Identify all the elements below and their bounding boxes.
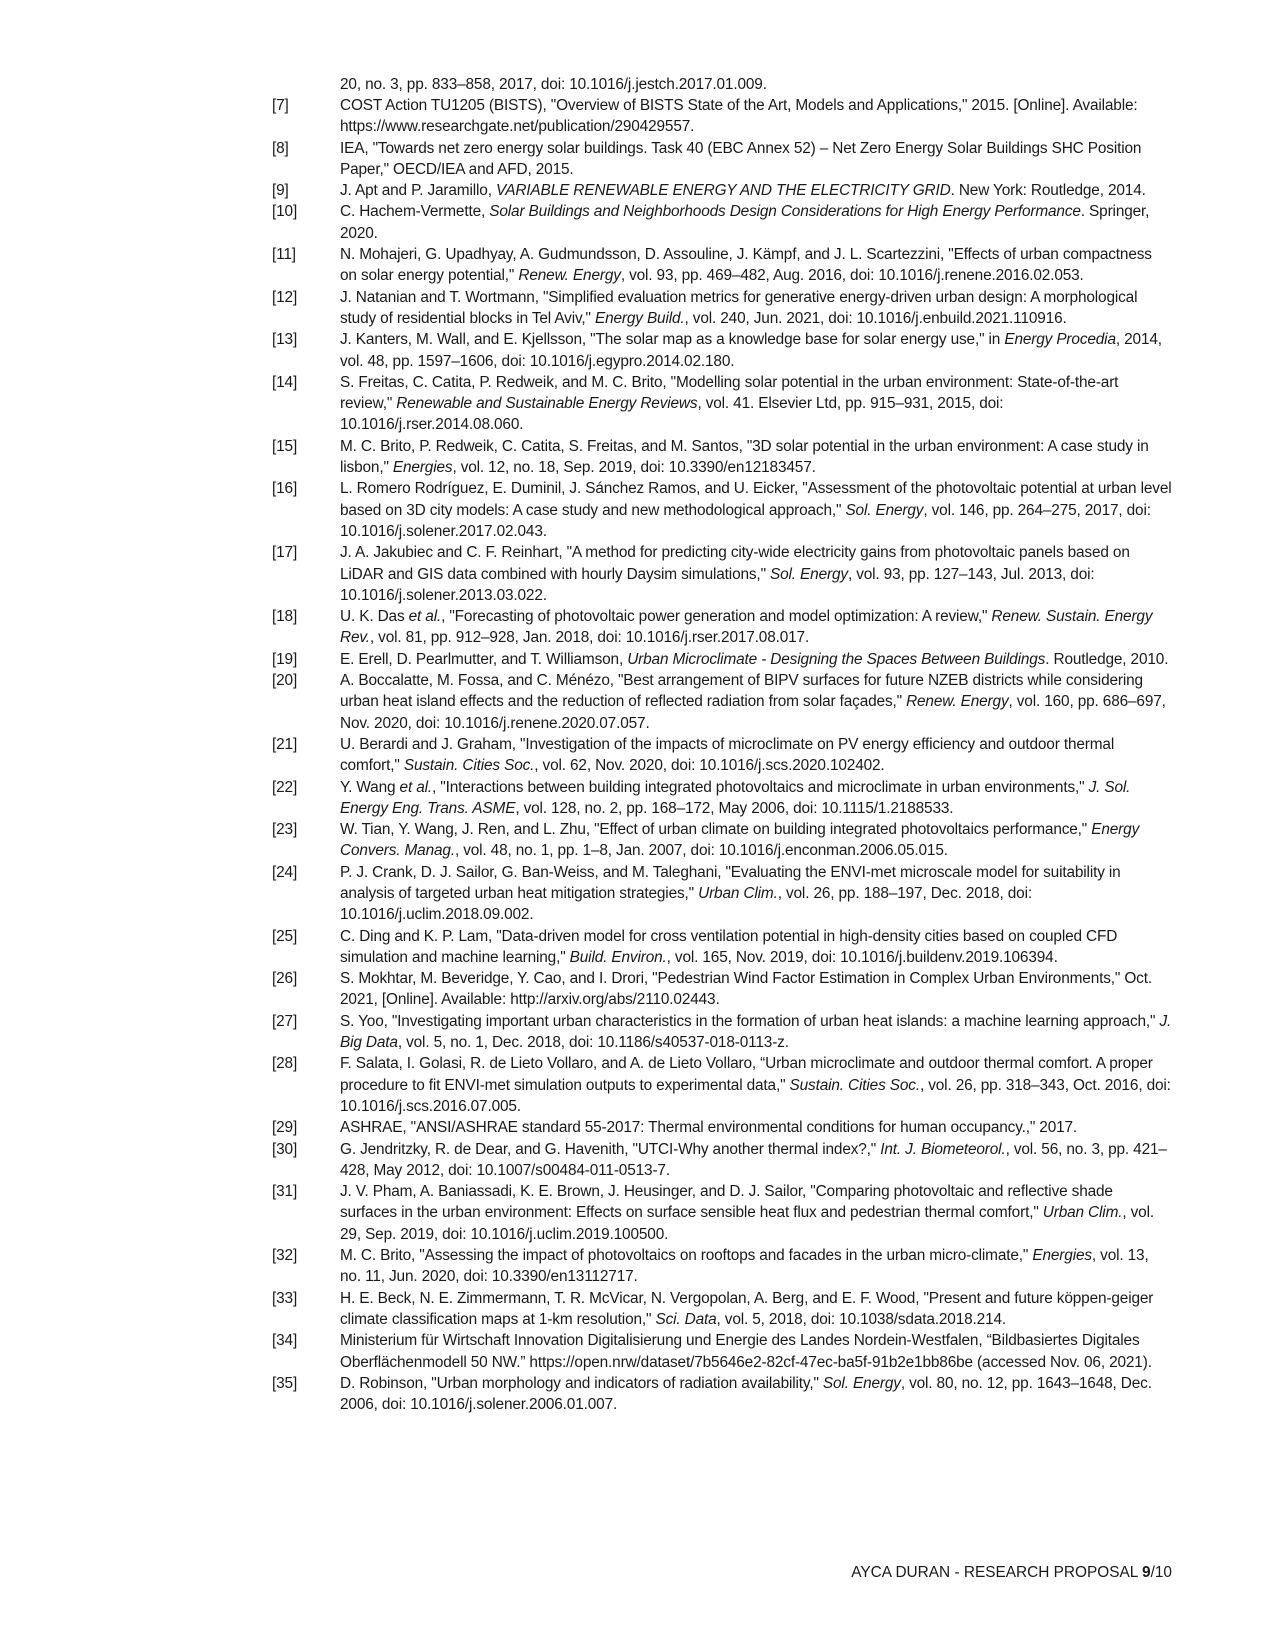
reference-text: [340, 862, 1172, 926]
reference-text: [340, 1245, 1172, 1288]
reference-text: [340, 1373, 1172, 1416]
reference-italic-title: Energy Convers. Manag.: [340, 821, 1140, 860]
reference-italic-title: Energies: [392, 459, 453, 477]
reference-text: [340, 1330, 1172, 1373]
reference-text-segment: , vol. 165, Nov. 2019, doi: 10.1016/j.buildenv.2019.106394.: [666, 948, 1058, 966]
reference-number: [30]: [272, 1140, 298, 1158]
reference-number: [24]: [272, 863, 298, 881]
reference-text-segment: J. Kanters, M. Wall, and E. Kjellsson, "The solar map as a knowledge base for solar energy use," in: [340, 331, 1005, 349]
reference-text-segment: N. Mohajeri, G. Upadhyay, A. Gudmundsson, D. Assouline, J. Kämpf, and J. L. Scartezzini, "Effects of urban compactness on solar energy potential,": [340, 246, 1152, 285]
reference-entry: [272, 926, 1172, 969]
reference-text-segment: G. Jendritzky, R. de Dear, and G. Havenith, "UTCI-Why another thermal index?,": [340, 1140, 881, 1158]
reference-text-segment: , vol. 93, pp. 469–482, Aug. 2016, doi: 10.1016/j.renene.2016.02.053.: [620, 267, 1084, 285]
reference-number: [26]: [272, 970, 298, 988]
reference-number: [11]: [272, 246, 296, 264]
reference-text-segment: , vol. 81, pp. 912–928, Jan. 2018, doi: 10.1016/j.rser.2017.08.017.: [369, 629, 810, 647]
reference-text-segment: COST Action TU1205 (BISTS), "Overview of BISTS State of the Art, Models and Applications," 2015. [Online]. Available: https://www.researchgate.net/publication/290429557.: [340, 97, 1138, 136]
reference-italic-title: Solar Buildings and Neighborhoods Design Considerations for High Energy Performance: [489, 203, 1081, 221]
reference-text: [340, 478, 1172, 542]
reference-entry: [272, 777, 1172, 820]
reference-italic-title: Sol. Energy: [845, 501, 924, 519]
reference-entry: [272, 649, 1172, 670]
reference-italic-title: Sustain. Cities Soc.: [403, 757, 535, 775]
reference-entry: [272, 1117, 1172, 1138]
reference-text-segment: , vol. 128, no. 2, pp. 168–172, May 2006, doi: 10.1115/1.2188533.: [515, 799, 954, 817]
reference-text-segment: C. Hachem-Vermette,: [340, 203, 490, 221]
reference-italic-title: Urban Microclimate - Designing the Spaces Between Buildings: [627, 650, 1046, 668]
reference-number: [14]: [272, 373, 298, 391]
reference-number: [7]: [272, 97, 289, 114]
reference-entry: [272, 606, 1172, 649]
reference-text: [340, 734, 1172, 777]
page-footer: [851, 1564, 1172, 1582]
footer-page-total: /10: [1150, 1564, 1172, 1581]
reference-italic-title: Energies: [1032, 1247, 1092, 1265]
reference-text-segment: D. Robinson, "Urban morphology and indicators of radiation availability,": [340, 1374, 823, 1392]
reference-text: [340, 670, 1172, 734]
reference-text-segment: L. Romero Rodríguez, E. Duminil, J. Sánchez Ramos, and U. Eicker, "Assessment of the photovoltaic potential at urban level based on 3D city models: A case study and new methodological approach,": [340, 480, 1172, 519]
reference-text-segment: P. J. Crank, D. J. Sailor, G. Ban-Weiss, and M. Taleghani, "Evaluating the ENVI-met microscale model for suitability in analysis of targeted urban heat mitigation strategies,": [340, 863, 1121, 902]
reference-text-segment: M. C. Brito, "Assessing the impact of photovoltaics on rooftops and facades in the urban micro-climate,": [340, 1247, 1033, 1265]
reference-text-segment: U. K. Das: [340, 608, 409, 626]
reference-italic-title: Energy Procedia: [1004, 331, 1116, 349]
reference-text-segment: Ministerium für Wirtschaft Innovation Digitalisierung und Energie des Landes Nordein-Westfalen, “Bildbasiertes Digitales Oberflächenmodell 50 NW.” https://open.nrw/dataset/7b5646e2-82cf-47ec-ba5f-91b2e1bb86be (accessed Nov. 06, 2021).: [340, 1332, 1152, 1371]
reference-number: [32]: [272, 1247, 298, 1265]
reference-entry: [272, 1245, 1172, 1288]
reference-entry: [272, 1288, 1172, 1331]
reference-entry: [272, 201, 1172, 244]
reference-number: [25]: [272, 927, 298, 945]
reference-number: [23]: [272, 821, 298, 839]
reference-entry: [272, 478, 1172, 542]
reference-text-segment: U. Berardi and J. Graham, "Investigation of the impacts of microclimate on PV energy efficiency and outdoor thermal comfort,": [340, 735, 1115, 775]
reference-text-segment: , vol. 62, Nov. 2020, doi: 10.1016/j.scs.2020.102402.: [534, 757, 885, 775]
reference-number: [16]: [272, 480, 298, 498]
reference-text: [340, 1181, 1172, 1245]
reference-text-segment: , vol. 56, no. 3, pp. 421–428, May 2012, doi: 10.1007/s00484-011-0513-7.: [340, 1140, 1167, 1179]
reference-italic-title: VARIABLE RENEWABLE ENERGY AND THE ELECTRICITY GRID: [495, 182, 951, 200]
reference-entry: [272, 372, 1172, 436]
reference-text: [340, 329, 1172, 372]
reference-text: [340, 244, 1172, 287]
reference-text-segment: W. Tian, Y. Wang, J. Ren, and L. Zhu, "Effect of urban climate on building integrated photovoltaics performance,": [340, 821, 1092, 839]
reference-number: [27]: [272, 1012, 298, 1030]
reference-text-segment: , vol. 5, no. 1, Dec. 2018, doi: 10.1186/s40537-018-0113-z.: [397, 1034, 789, 1052]
reference-entry: [272, 436, 1172, 479]
reference-entry: [272, 862, 1172, 926]
reference-entry: [272, 819, 1172, 862]
reference-entry: [272, 95, 1172, 138]
reference-text-segment: , vol. 26, pp. 188–197, Dec. 2018, doi: 10.1016/j.uclim.2018.09.002.: [340, 884, 1032, 924]
reference-number: [12]: [272, 288, 298, 306]
reference-entry: [272, 244, 1172, 287]
reference-text-segment: Y. Wang: [340, 778, 400, 796]
reference-text: [340, 1139, 1172, 1182]
reference-text-segment: S. Freitas, C. Catita, P. Redweik, and M. C. Brito, "Modelling solar potential in the urban environment: State-of-the-art review,": [340, 373, 1119, 413]
reference-text: [340, 201, 1172, 244]
reference-text-segment: . Springer, 2020.: [340, 203, 1150, 242]
reference-number: [8]: [272, 139, 289, 157]
reference-text: [340, 287, 1172, 330]
reference-entry: [272, 1181, 1172, 1245]
reference-text-segment: , vol. 146, pp. 264–275, 2017, doi: 10.1016/j.solener.2017.02.043.: [340, 501, 1151, 540]
reference-text-segment: IEA, "Towards net zero energy solar buildings. Task 40 (EBC Annex 52) – Net Zero Energy Solar Buildings SHC Position Paper," OECD/IEA and AFD, 2015.: [340, 139, 1142, 178]
reference-text-segment: A. Boccalatte, M. Fossa, and C. Ménézo, "Best arrangement of BIPV surfaces for future NZEB districts while considering urban heat island effects and the reduction of reflected radiation from solar façades,": [340, 672, 1143, 711]
reference-text-segment: J. Natanian and T. Wortmann, "Simplified evaluation metrics for generative energy-driven urban design: A morphological study of residential blocks in Tel Aviv,": [340, 288, 1138, 327]
footer-page-number: 9: [1142, 1564, 1151, 1581]
reference-list: [272, 95, 1172, 1415]
reference-text: [340, 649, 1172, 670]
reference-text: [340, 138, 1172, 181]
reference-entry: [272, 329, 1172, 372]
reference-text-segment: S. Yoo, "Investigating important urban characteristics in the formation of urban heat islands: a machine learning approach,": [340, 1012, 1160, 1030]
reference-italic-title: Sol. Energy: [770, 565, 848, 583]
reference-entry: [272, 1330, 1172, 1373]
reference-text: [340, 1117, 1172, 1138]
reference-text: [340, 180, 1172, 201]
reference-text-segment: , vol. 5, 2018, doi: 10.1038/sdata.2018.214.: [716, 1310, 1007, 1328]
reference-text-segment: J. A. Jakubiec and C. F. Reinhart, "A method for predicting city-wide electricity gains from photovoltaic panels based on LiDAR and GIS data combined with hourly Daysim simulations,": [340, 544, 1130, 583]
reference-text-segment: , vol. 160, pp. 686–697, Nov. 2020, doi: 10.1016/j.renene.2020.07.057.: [340, 693, 1166, 732]
reference-number: [13]: [272, 331, 298, 349]
reference-italic-title: Sol. Energy: [822, 1374, 901, 1392]
reference-text-segment: , vol. 13, no. 11, Jun. 2020, doi: 10.3390/en13112717.: [340, 1247, 1149, 1286]
reference-text: [340, 777, 1172, 820]
reference-italic-title: Urban Clim.: [698, 884, 778, 902]
reference-text-segment: , vol. 93, pp. 127–143, Jul. 2013, doi: 10.1016/j.solener.2013.03.022.: [340, 565, 1095, 604]
reference-text-segment: , "Interactions between building integrated photovoltaics and microclimate in urban environments,": [432, 778, 1089, 796]
reference-entry: [272, 1373, 1172, 1416]
reference-entry: [272, 1011, 1172, 1054]
reference-entry: [272, 1139, 1172, 1182]
reference-number: [20]: [272, 672, 298, 690]
reference-text-segment: , vol. 41. Elsevier Ltd, pp. 915–931, 2015, doi: 10.1016/j.rser.2014.08.060.: [340, 395, 1004, 434]
reference-continuation: 20, no. 3, pp. 833–858, 2017, doi: 10.1016/j.jestch.2017.01.009.: [340, 76, 767, 93]
reference-text-segment: , 2014, vol. 48, pp. 1597–1606, doi: 10.1016/j.egypro.2014.02.180.: [340, 331, 1162, 370]
reference-number: [19]: [272, 650, 298, 668]
reference-italic-title: Renewable and Sustainable Energy Reviews: [396, 395, 698, 413]
reference-text-segment: C. Ding and K. P. Lam, "Data-driven model for cross ventilation potential in high-density cities based on coupled CFD simulation and machine learning,": [340, 927, 1118, 966]
reference-text: [340, 606, 1172, 649]
reference-number: [33]: [272, 1289, 298, 1307]
reference-italic-title: J. Big Data: [340, 1012, 1172, 1052]
reference-text-segment: , vol. 48, no. 1, pp. 1–8, Jan. 2007, doi: 10.1016/j.enconman.2006.05.015.: [454, 842, 948, 860]
reference-text-segment: , "Forecasting of photovoltaic power generation and model optimization: A review,": [441, 608, 992, 626]
reference-text-segment: , vol. 80, no. 12, pp. 1643–1648, Dec. 2006, doi: 10.1016/j.solener.2006.01.007.: [340, 1374, 1152, 1414]
reference-number: [9]: [272, 182, 289, 200]
reference-italic-title: Build. Environ.: [569, 948, 667, 966]
reference-text-segment: , vol. 12, no. 18, Sep. 2019, doi: 10.3390/en12183457.: [452, 459, 816, 477]
reference-italic-title: Renew. Energy: [518, 267, 621, 285]
reference-text: [340, 968, 1172, 1011]
reference-text-segment: , vol. 29, Sep. 2019, doi: 10.1016/j.uclim.2019.100500.: [340, 1204, 1154, 1243]
reference-italic-title: Int. J. Biometeorol.: [880, 1140, 1006, 1158]
reference-italic-title: J. Sol. Energy Eng. Trans. ASME: [340, 778, 1131, 817]
reference-entry: [272, 542, 1172, 606]
reference-italic-title: Renew. Sustain. Energy Rev.: [340, 608, 1153, 647]
reference-number: [17]: [272, 544, 298, 562]
reference-entry: [272, 734, 1172, 777]
reference-italic-title: et al.: [408, 608, 442, 626]
reference-text-segment: H. E. Beck, N. E. Zimmermann, T. R. McVicar, N. Vergopolan, A. Berg, and E. F. Wood, "Present and future köppen-geiger climate classification maps at 1-km resolution,": [340, 1289, 1154, 1328]
reference-text: [340, 95, 1172, 138]
reference-text-segment: , vol. 26, pp. 318–343, Oct. 2016, doi: 10.1016/j.scs.2016.07.005.: [340, 1076, 1171, 1115]
reference-number: [21]: [272, 735, 298, 753]
reference-text-segment: J. Apt and P. Jaramillo,: [340, 182, 496, 200]
reference-text-segment: , vol. 240, Jun. 2021, doi: 10.1016/j.enbuild.2021.110916.: [684, 309, 1067, 327]
reference-text-segment: S. Mokhtar, M. Beveridge, Y. Cao, and I. Drori, "Pedestrian Wind Factor Estimation in Complex Urban Environments," Oct. 2021, [Online]. Available: http://arxiv.org/abs/2110.02443.: [340, 970, 1152, 1009]
reference-entry: [272, 1053, 1172, 1117]
reference-italic-title: et al.: [399, 778, 433, 796]
reference-text-segment: . New York: Routledge, 2014.: [950, 182, 1146, 200]
reference-italic-title: Urban Clim.: [1042, 1204, 1123, 1222]
reference-text: [340, 372, 1172, 436]
reference-italic-title: Energy Build.: [594, 309, 685, 327]
reference-entry: [272, 670, 1172, 734]
reference-number: [10]: [272, 203, 298, 221]
reference-number: [35]: [272, 1374, 298, 1392]
reference-text: [340, 542, 1172, 606]
reference-text: [340, 1288, 1172, 1331]
reference-text-segment: M. C. Brito, P. Redweik, C. Catita, S. Freitas, and M. Santos, "3D solar potential in the urban environment: A case study in lisbon,": [340, 437, 1149, 477]
reference-text-segment: . Routledge, 2010.: [1045, 650, 1169, 668]
reference-text-segment: J. V. Pham, A. Baniassadi, K. E. Brown, J. Heusinger, and D. J. Sailor, "Comparing photovoltaic and reflective shade surfaces in the urban environment: Effects on surface sensible heat flux and pedestrian thermal comfort,": [340, 1183, 1113, 1222]
reference-text: [340, 819, 1172, 862]
reference-number: [29]: [272, 1119, 298, 1137]
reference-text-segment: F. Salata, I. Golasi, R. de Lieto Vollaro, and A. de Lieto Vollaro, “Urban microclimate and outdoor thermal comfort. A proper procedure to fit ENVI-met simulation outputs to experimental data,": [340, 1055, 1153, 1094]
reference-text: [340, 1011, 1172, 1054]
reference-number: [28]: [272, 1055, 298, 1073]
reference-entry: [272, 138, 1172, 181]
reference-number: [22]: [272, 778, 298, 796]
reference-italic-title: Sustain. Cities Soc.: [789, 1076, 920, 1094]
reference-text-segment: E. Erell, D. Pearlmutter, and T. Williamson,: [340, 650, 628, 668]
reference-text: [340, 1053, 1172, 1117]
reference-italic-title: Sci. Data: [655, 1310, 717, 1328]
reference-number: [18]: [272, 608, 298, 626]
reference-entry: [272, 968, 1172, 1011]
reference-number: [34]: [272, 1332, 298, 1350]
reference-number: [31]: [272, 1183, 298, 1201]
reference-entry: [272, 287, 1172, 330]
footer-label: AYCA DURAN - RESEARCH PROPOSAL: [851, 1564, 1143, 1581]
reference-number: [15]: [272, 437, 298, 455]
reference-text: [340, 926, 1172, 969]
reference-text: [340, 436, 1172, 479]
reference-text-segment: ASHRAE, "ANSI/ASHRAE standard 55-2017: Thermal environmental conditions for human occupancy.," 2017.: [340, 1119, 1078, 1137]
reference-italic-title: Renew. Energy: [906, 693, 1009, 711]
reference-entry: [272, 180, 1172, 201]
